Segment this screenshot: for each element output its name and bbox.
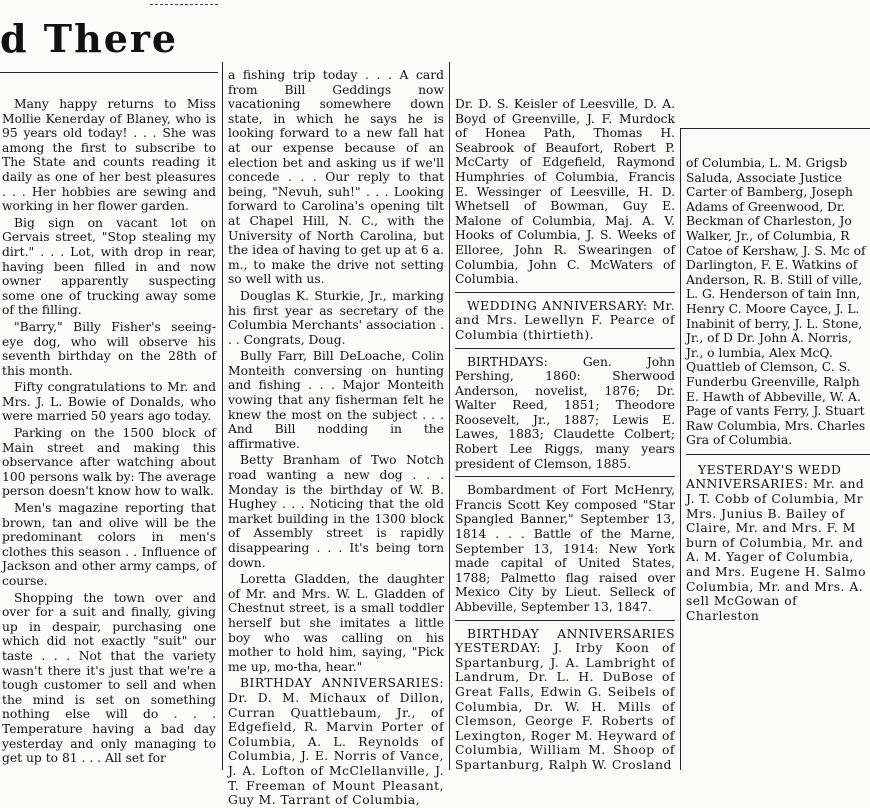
col2-para-4: Betty Branham of Two Notch road wanting a new dog . . . Monday is the birthday of W. B. Hughey . . . Noticing that the old market building in the 1300 block of Assembly street is rapidly disappearing . . . It's being torn down. [228, 453, 444, 570]
col1-para-6: Men's magazine reporting that brown, tan and olive will be the predominant colors in men's clothes this season . . Influence of Jackson and other army camps, of course. [2, 501, 216, 588]
col3-rule-4 [455, 620, 675, 621]
column-divider-1 [222, 62, 223, 770]
col3-para-1: Dr. D. S. Keisler of Leesville, D. A. Boyd of Greenville, J. F. Murdock of Honea Path, Thomas H. Seabrook of Beaufort, Robert P. McCarty of Edgefield, Raymond Humphries of Columbia, Francis E. Wessinger of Leesville, H. D. Whetsell of Bowman, Guy E. Malone of Columbia, Maj. A. V. Hooks of Columbia, J. S. Weeks of Elloree, John R. Swearingen of Columbia, John C. McWaters of Columbia. [455, 97, 675, 287]
col1-para-5: Parking on the 1500 block of Main street and making this observance after watching about 100 persons walk by: The average person doesn't know how to walk. [2, 426, 216, 499]
col2-para-1: a fishing trip today . . . A card from Bill Geddings now vacationing somewhere down state, in which he says he is looking forward to a new fall hat at our expense because of an election bet and asking us if we'll concede . . . Our reply to that being, "Nevuh, suh!" . . . Looking forward to Carolina's opening tilt at Chapel Hill, N. C., with the University of North Carolina, but the idea of having to get up at 6 a. m., to make the drive not setting so well with us. [228, 68, 444, 287]
col3-para-2: WEDDING ANNIVERSARY: Mr. and Mrs. Lewellyn F. Pearce of Columbia (thirtieth). [455, 298, 675, 342]
col2-para-6: BIRTHDAY ANNIVERSARIES: Dr. D. M. Michaux of Dillon, Curran Quattlebaum, Jr., of Edgefield, R. Marvin Porter of Columbia, A. L. Reynolds of Columbia, J. E. Norris of Vance, J. A. Lofton of McClellanville, J. T. Freeman of Mount Pleasant, Guy M. Tarrant of Columbia, [228, 676, 444, 808]
col1-para-4: Fifty congratulations to Mr. and Mrs. J. L. Bowie of Donalds, who were married 50 years ago today. [2, 380, 216, 424]
col2-para-5: Loretta Gladden, the daughter of Mr. and Mrs. W. L. Gladden of Chestnut street, is a small toddler herself but she imitates a little boy who was calling on his mother to hold him, saying, "Pick me up, mo-tha, hear." [228, 572, 444, 674]
col2-para-2: Douglas K. Sturkie, Jr., marking his first year as secretary of the Columbia Merchants' association . . . Congrats, Doug. [228, 288, 444, 347]
col3-para-4: Bombardment of Fort McHenry, Francis Scott Key composed "Star Spangled Banner," September 13, 1814 . . . Battle of the Marne, September 13, 1914: New York made capital of United States, 1788; Palmetto flag raised over Mexico City by Lieut. Selleck of Abbeville, September 13, 1847. [455, 483, 675, 614]
headline: d There [0, 16, 179, 61]
col3-rule-3 [455, 476, 675, 477]
col3-para-3: BIRTHDAYS: Gen. John Pershing, 1860: Sherwood Anderson, novelist, 1876; Dr. Walter Reed, 1851; Theodore Roosevelt, Jr., 1887; Lewis E. Lawes, 1883; Claudette Colbert; Robert Lee Riggs, many years president of Clemson, 1885. [455, 354, 675, 471]
col3-para-5: BIRTHDAY ANNIVERSARIES YESTERDAY: J. Irby Koon of Spartanburg, J. A. Lambright of Landrum, Dr. L. H. DuBose of Great Falls, Edwin G. Seibels of Columbia, Dr. W. H. Mills of Clemson, George F. Roberts of Lexington, Roger M. Heyward of Columbia, William M. Shoop of Spartanburg, Ralph W. Crosland [455, 626, 675, 772]
col4-rule-1 [686, 454, 870, 455]
col1-para-1: Many happy returns to Miss Mollie Kenerday of Blaney, who is 95 years old today! . . . She was among the first to subscribe to The State and counts reading it daily as one of her best pleasures . . . Her hobbies are sewing and working in her flower garden. [2, 97, 216, 214]
col4-para-2: YESTERDAY'S WEDD ANNIVERSARIES: Mr. and J. T. Cobb of Columbia, Mr Mrs. Junius B. Bailey of Claire, Mr. and Mrs. F. M burn of Columbia, Mr. and A. M. Yager of Columbia, and Mrs. Eugene H. Salmo Columbia, Mr. and Mrs. A. sell McGowan of Charleston [686, 462, 867, 623]
col1-para-7: Shopping the town over and over for a suit and finally, giving up in despair, purchasing one which did not exactly "suit" our taste . . . Not that the variety wasn't there it's just that we're a tough customer to sell and when the mind is set on something nothing else will do . . . Temperature having a bad day yesterday and only managing to get up to 81 . . . All set for [2, 590, 216, 766]
col2-para-3: Bully Farr, Bill DeLoache, Colin Monteith conversing on hunting and fishing . . . Major Monteith vowing that any fisherman felt he knew the most on the subject . . . And Bill nodding in the affirmative. [228, 349, 444, 451]
column-divider-3 [680, 128, 681, 770]
column-1 [2, 97, 216, 769]
col4-para-1: of Columbia, L. M. Grigsb Saluda, Associate Justice Carter of Bamberg, Joseph Adams of Greenwood, Dr. Beckman of Charleston, Jo Walker, Jr., of Columbia, R Catoe of Kershaw, J. S. Mc of Darlington, F. E. Watkins of Anderson, R. B. Still of ville, L. G. Henderson of tain Inn, Henry C. Moore Cayce, J. L. Inabinit of berry, J. L. Stone, Jr., of D Dr. John A. Norris, Jr., o lumbia, Alex McQ. Quattleb of Clemson, C. S. Funderbu Greenville, Ralph E. Hawth of Abbeville, W. A. Page of vants Ferry, J. Stuart Raw Columbia, Mrs. Charles Gra of Columbia. [686, 156, 866, 448]
col3-rule-1 [455, 292, 675, 293]
top-dash-rule [150, 4, 218, 5]
col1-para-3: "Barry," Billy Fisher's seeing-eye dog, who will observe his seventh birthday on the 28th of this month. [2, 319, 216, 378]
column-4 [686, 156, 870, 623]
column-divider-2 [449, 62, 450, 770]
col1-para-2: Big sign on vacant lot on Gervais street, "Stop stealing my dirt." . . . Lot, with drop in rear, having been filled in and now owner apparently suspecting some one of trucking away some of the filling. [2, 215, 216, 318]
column-3 [455, 97, 675, 772]
column-2 [228, 68, 444, 808]
column-4-top-rule [680, 128, 870, 129]
headline-rule [0, 72, 218, 73]
col3-rule-2 [455, 348, 675, 349]
